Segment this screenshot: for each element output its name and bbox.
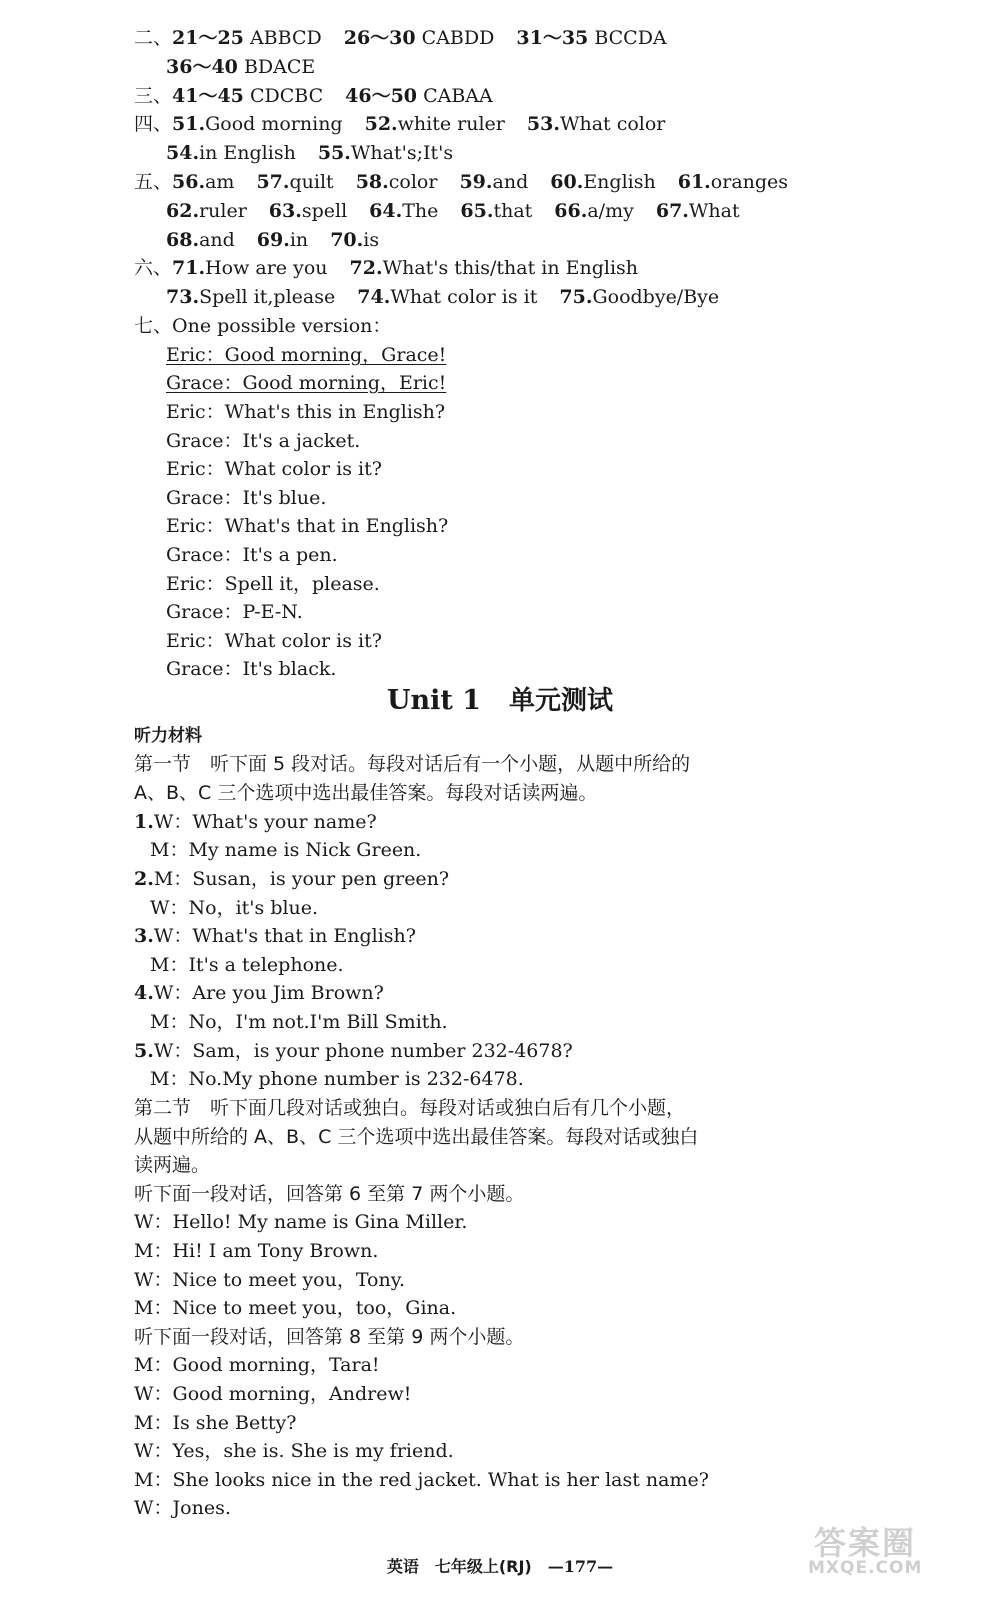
- dialogue-line: Eric：What's this in English?: [166, 401, 446, 423]
- item-number: 56.: [172, 171, 206, 193]
- item-answer: and: [199, 229, 235, 251]
- part2-instruction: 第二节 听下面几段对话或独白。每段对话或独白后有几个小题，: [134, 1097, 686, 1119]
- item-number: 51.: [172, 113, 206, 135]
- section6-row1: [134, 254, 638, 283]
- item-answer: am: [205, 171, 235, 193]
- dialogue-line: Grace：It's a jacket.: [166, 430, 361, 452]
- question-number: 1.: [134, 811, 154, 833]
- range: 26～30: [343, 27, 416, 49]
- range: 41～45: [172, 85, 244, 107]
- item-answer: Goodbye/Bye: [592, 286, 720, 308]
- item-answer: Spell it,please: [199, 286, 336, 308]
- item-number: 73.: [166, 286, 200, 308]
- watermark-text: 答案圈: [814, 1524, 917, 1562]
- response-line: M：No.My phone number is 232-6478.: [150, 1068, 524, 1090]
- item-number: 63.: [268, 200, 302, 222]
- item-answer: white ruler: [397, 113, 505, 135]
- range: 31～35: [516, 27, 589, 49]
- question-text: W：What's that in English?: [153, 925, 416, 947]
- unit-title-cn: 单元测试: [509, 686, 614, 716]
- item-number: 61.: [677, 171, 711, 193]
- dialogue-line: Grace：It's blue.: [166, 487, 327, 509]
- item-answer: in: [289, 229, 309, 251]
- question-number: 2.: [134, 868, 154, 890]
- section4-row1: [134, 110, 665, 139]
- section2-row1: [134, 24, 667, 53]
- answer: CDCBC: [249, 85, 324, 107]
- dialogue-line: W：Good morning，Andrew!: [134, 1383, 412, 1405]
- dialogue-line: Grace：P-E-N.: [166, 601, 303, 623]
- response-line: W：No，it's blue.: [150, 897, 319, 919]
- item-answer: color: [388, 171, 438, 193]
- section3-row: [134, 82, 493, 111]
- item-answer: quilt: [289, 171, 334, 193]
- item-number: 69.: [256, 229, 290, 251]
- dialogue-line: W：Nice to meet you，Tony.: [134, 1269, 405, 1291]
- question-line: [134, 808, 377, 837]
- section7-intro: [134, 312, 391, 341]
- part2-instruction: 从题中所给的 A、B、C 三个选项中选出最佳答案。每段对话或独白: [134, 1126, 699, 1148]
- section-label: 六、: [134, 257, 173, 279]
- section4-row2: [166, 139, 453, 168]
- part1-instruction: A、B、C 三个选项中选出最佳答案。每段对话读两遍。: [134, 782, 598, 804]
- range: 46～50: [345, 85, 418, 107]
- item-answer: Good morning: [205, 113, 343, 135]
- response-line: M：It's a telephone.: [150, 954, 344, 976]
- response-line: M：No，I'm not.I'm Bill Smith.: [150, 1011, 448, 1033]
- item-number: 74.: [357, 286, 391, 308]
- question-number: 3.: [134, 925, 154, 947]
- item-number: 53.: [526, 113, 560, 135]
- item-number: 66.: [554, 200, 588, 222]
- dialogue-line: Grace：Good morning，Eric!: [166, 372, 447, 394]
- answer: CABDD: [421, 27, 495, 49]
- part2-instruction: 读两遍。: [134, 1154, 211, 1176]
- dialogue-line: M：Good morning，Tara!: [134, 1354, 380, 1376]
- section-label: 五、: [134, 171, 173, 193]
- item-number: 52.: [364, 113, 398, 135]
- answer: CABAA: [423, 85, 493, 107]
- item-number: 59.: [459, 171, 493, 193]
- dialogue-line: Eric：Good morning，Grace!: [166, 344, 447, 366]
- section5-row3: [166, 226, 379, 255]
- item-answer: English: [583, 171, 656, 193]
- item-answer: The: [402, 200, 439, 222]
- dialogue-intro: 听下面一段对话，回答第 6 至第 7 两个小题。: [134, 1183, 525, 1205]
- footer-subject: 英语: [386, 1557, 419, 1576]
- dialogue-intro: 听下面一段对话，回答第 8 至第 9 两个小题。: [134, 1326, 525, 1348]
- intro-text: One possible version：: [172, 315, 392, 337]
- section2-row2: [166, 53, 315, 82]
- dialogue-line: M：Hi! I am Tony Brown.: [134, 1240, 379, 1262]
- question-text: W：Sam，is your phone number 232-4678?: [153, 1040, 573, 1062]
- item-answer: spell: [301, 200, 348, 222]
- section-label: 七、: [134, 315, 173, 337]
- item-number: 57.: [256, 171, 290, 193]
- item-number: 72.: [349, 257, 383, 279]
- question-text: W：What's your name?: [153, 811, 377, 833]
- question-line: [134, 865, 449, 894]
- range: 36～40: [166, 56, 238, 78]
- item-answer: What: [688, 200, 740, 222]
- footer-grade: 七年级上(RJ): [434, 1557, 532, 1576]
- dialogue-line: M：She looks nice in the red jacket. What is her last name?: [134, 1469, 709, 1491]
- dialogue-line: Eric：What's that in English?: [166, 515, 449, 537]
- range: 21～25: [172, 27, 244, 49]
- item-number: 64.: [369, 200, 403, 222]
- item-answer: oranges: [710, 171, 789, 193]
- dialogue-line: M：Nice to meet you，too，Gina.: [134, 1297, 457, 1319]
- item-answer: What color is it: [390, 286, 538, 308]
- answer: BDACE: [243, 56, 316, 78]
- item-number: 68.: [166, 229, 200, 251]
- dialogue-line: Eric：What color is it?: [166, 630, 382, 652]
- item-number: 71.: [172, 257, 206, 279]
- question-line: [134, 1037, 573, 1066]
- question-number: 4.: [134, 982, 154, 1004]
- item-number: 60.: [550, 171, 584, 193]
- question-number: 5.: [134, 1040, 154, 1062]
- section5-row1: [134, 168, 788, 197]
- section-label: 三、: [134, 85, 173, 107]
- answer: ABBCD: [249, 27, 322, 49]
- section-label: 二、: [134, 27, 173, 49]
- page-number: —177—: [547, 1557, 614, 1576]
- item-number: 75.: [559, 286, 593, 308]
- dialogue-line: M：Is she Betty?: [134, 1412, 297, 1434]
- item-answer: that: [493, 200, 533, 222]
- item-answer: How are you: [205, 257, 328, 279]
- unit-title: [0, 684, 1000, 718]
- question-line: [134, 979, 384, 1008]
- dialogue-line: Grace：It's a pen.: [166, 544, 338, 566]
- question-text: W：Are you Jim Brown?: [153, 982, 384, 1004]
- item-answer: is: [363, 229, 380, 251]
- item-number: 67.: [655, 200, 689, 222]
- dialogue-line: Eric：What color is it?: [166, 458, 382, 480]
- question-text: M：Susan，is your pen green?: [153, 868, 450, 890]
- watermark-logo: [806, 1518, 976, 1580]
- answer: BCCDA: [594, 27, 667, 49]
- item-answer: What color: [559, 113, 666, 135]
- item-answer: a/my: [587, 200, 634, 222]
- item-answer: ruler: [199, 200, 247, 222]
- section6-row2: [166, 283, 719, 312]
- item-number: 70.: [330, 229, 364, 251]
- part1-instruction: 第一节 听下面 5 段对话。每段对话后有一个小题，从题中所给的: [134, 753, 691, 775]
- item-number: 62.: [166, 200, 200, 222]
- section-label: 四、: [134, 113, 173, 135]
- listening-heading: 听力材料: [134, 726, 202, 746]
- item-number: 65.: [460, 200, 494, 222]
- item-answer: and: [492, 171, 529, 193]
- unit-title-en: Unit 1: [386, 685, 482, 716]
- dialogue-line: W：Yes，she is. She is my friend.: [134, 1440, 454, 1462]
- watermark-url: MXQE.COM: [808, 1558, 923, 1578]
- response-line: M：My name is Nick Green.: [150, 839, 422, 861]
- dialogue-line: W：Hello! My name is Gina Miller.: [134, 1211, 468, 1233]
- dialogue-line: Eric：Spell it，please.: [166, 573, 380, 595]
- item-number: 58.: [355, 171, 389, 193]
- dialogue-line: W：Jones.: [134, 1497, 231, 1519]
- item-answer: What's;It's: [350, 142, 454, 164]
- dialogue-line: Grace：It's black.: [166, 658, 337, 680]
- item-number: 54.: [166, 142, 200, 164]
- section5-row2: [166, 197, 740, 226]
- item-number: 55.: [317, 142, 351, 164]
- item-answer: in English: [199, 142, 296, 164]
- question-line: [134, 922, 416, 951]
- item-answer: What's this/that in English: [382, 257, 639, 279]
